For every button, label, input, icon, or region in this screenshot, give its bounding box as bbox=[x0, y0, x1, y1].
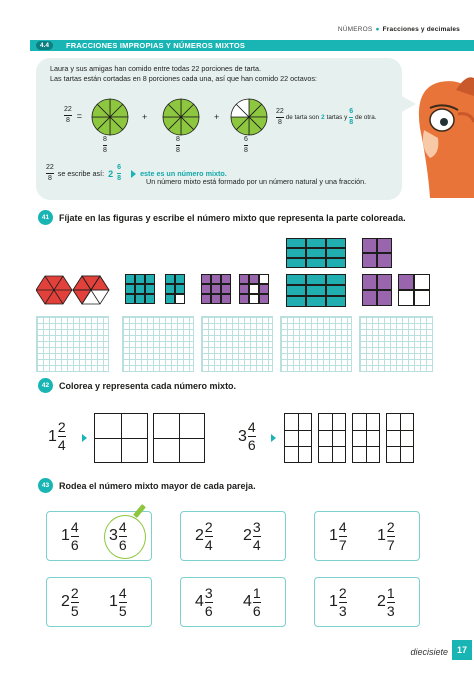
color-rectangle-1[interactable] bbox=[94, 413, 148, 463]
comparison-card bbox=[46, 511, 152, 561]
comparison-card bbox=[46, 577, 152, 627]
mixed-whole: 2 bbox=[108, 168, 114, 179]
arrow-icon bbox=[131, 170, 136, 178]
explanation-text bbox=[50, 64, 395, 84]
result-text-3: de otra. bbox=[355, 113, 377, 121]
answer-circle-icon bbox=[104, 515, 146, 559]
equals-sign: = bbox=[76, 110, 83, 121]
result-text-2: tartas y bbox=[326, 113, 348, 121]
pie-label-1: $\frac{8}{8}$ bbox=[103, 136, 107, 154]
mixed-number-option[interactable]: 3 4 6 bbox=[109, 518, 127, 553]
mixed-number-option[interactable]: 1 2 3 bbox=[329, 584, 347, 619]
explanation-line-2: Las tartas están cortadas en 8 porciones cada una, así que han comido 22 octavos: bbox=[50, 74, 317, 83]
purple-square-figures bbox=[201, 274, 271, 306]
color-rectangle-2[interactable] bbox=[153, 413, 205, 463]
section-name: NÚMEROS bbox=[337, 26, 373, 33]
subsection-name: Fracciones y decimales bbox=[382, 26, 460, 33]
result-whole: 2 bbox=[321, 113, 325, 121]
mixed-number-42b: 3 4 6 bbox=[238, 419, 256, 453]
result-statement bbox=[276, 108, 377, 127]
answer-grid-2[interactable] bbox=[122, 316, 194, 372]
comparison-card bbox=[180, 577, 286, 627]
explanation-line-1: Laura y sus amigas han comido entre todas 22 porciones de tarta. bbox=[50, 64, 261, 73]
answer-grid-3[interactable] bbox=[201, 316, 273, 372]
teal-square-figures bbox=[125, 274, 195, 306]
section-header bbox=[338, 26, 460, 33]
mixed-label: este es un número mixto. bbox=[140, 168, 227, 178]
color-grid-1[interactable] bbox=[284, 413, 312, 463]
arrow-icon bbox=[271, 434, 276, 442]
camel-mascot-icon bbox=[400, 68, 474, 198]
mixed-number-option[interactable]: 4 1 6 bbox=[243, 584, 261, 619]
result-text-1: de tarta son bbox=[285, 113, 320, 121]
comparison-card bbox=[180, 511, 286, 561]
purple-block-figures bbox=[362, 238, 432, 308]
result-fraction: $\frac{6}{8}$ bbox=[349, 108, 354, 126]
definition-text: Un número mixto está formado por un número natural y una fracción. bbox=[146, 177, 367, 186]
unit-title: FRACCIONES IMPROPIAS Y NÚMEROS MIXTOS bbox=[66, 41, 246, 50]
exercise-number-41: 41 bbox=[38, 210, 53, 225]
unit-number: 4.4 bbox=[36, 41, 53, 50]
mixed-number-option[interactable]: 1 4 6 bbox=[61, 518, 79, 553]
mixed-number-option[interactable]: 4 3 6 bbox=[195, 584, 213, 619]
pie-label-2: $\frac{8}{8}$ bbox=[176, 136, 180, 154]
comparison-card bbox=[314, 511, 420, 561]
result-fraction-main: $\frac{22}{8}$ bbox=[276, 108, 284, 126]
exercise-number-43: 43 bbox=[38, 478, 53, 493]
hexagon-figures bbox=[36, 274, 110, 306]
pie-label-3: $\frac{6}{8}$ bbox=[244, 136, 248, 154]
mixed-number-option[interactable]: 1 4 5 bbox=[109, 584, 127, 619]
answer-grid-5[interactable] bbox=[359, 316, 433, 372]
color-grid-2[interactable] bbox=[318, 413, 346, 463]
plus-sign-1: + bbox=[142, 112, 148, 122]
teal-block-figures bbox=[286, 238, 346, 308]
mixed-number-option[interactable]: 2 2 5 bbox=[61, 584, 79, 619]
mixed-fraction: $\frac{6}{8}$ bbox=[117, 164, 122, 182]
main-fraction: $\frac{22}{8}$ bbox=[64, 106, 72, 124]
plus-sign-2: + bbox=[214, 112, 220, 122]
mixed-source-fraction: $\frac{22}{8}$ bbox=[46, 164, 54, 182]
mixed-number-option[interactable]: 1 2 7 bbox=[377, 518, 395, 553]
pies-diagram bbox=[88, 96, 288, 156]
color-grid-3[interactable] bbox=[352, 413, 380, 463]
answer-grid-1[interactable] bbox=[36, 316, 109, 372]
arrow-icon bbox=[82, 434, 87, 442]
mixed-number-option[interactable]: 2 1 3 bbox=[377, 584, 395, 619]
mixed-number-option[interactable]: 1 4 7 bbox=[329, 518, 347, 553]
writes-as-text: se escribe así: bbox=[57, 168, 105, 178]
exercise-43-question: Rodea el número mixto mayor de cada pareja. bbox=[59, 481, 256, 491]
exercise-number-42: 42 bbox=[38, 378, 53, 393]
comparison-card bbox=[314, 577, 420, 627]
mixed-number-42a: 1 2 4 bbox=[48, 419, 66, 453]
page-word: diecisiete bbox=[410, 647, 448, 657]
mixed-number-option[interactable]: 2 3 4 bbox=[243, 518, 261, 553]
page-number: 17 bbox=[452, 640, 472, 660]
pencil-icon bbox=[133, 504, 146, 518]
color-grid-4[interactable] bbox=[386, 413, 414, 463]
main-fraction-row bbox=[64, 106, 82, 125]
bullet-icon: ● bbox=[375, 26, 380, 33]
unit-title-band bbox=[30, 40, 474, 51]
mixed-number-option[interactable]: 2 2 4 bbox=[195, 518, 213, 553]
exercise-42-question: Colorea y representa cada número mixto. bbox=[59, 381, 237, 391]
answer-grid-4[interactable] bbox=[280, 316, 352, 372]
exercise-41-question: Fíjate en las figuras y escribe el número mixto que representa la parte coloreada. bbox=[59, 213, 406, 223]
